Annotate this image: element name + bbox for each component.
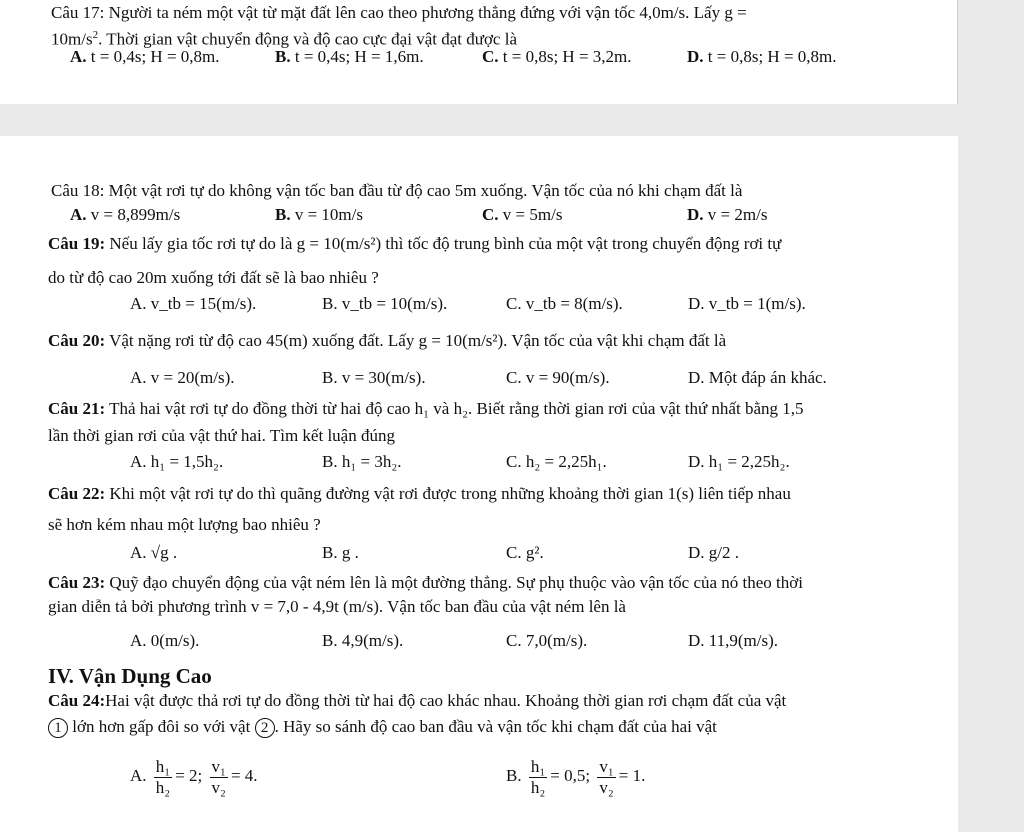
q22-option-d: D. g/2 . (688, 543, 740, 562)
q17-line2: $10m/s^2$. Thời gian vật chuyển động và độ cao cực đại vật đạt được là (51, 29, 517, 49)
q21-option-a: A. h₁ = 1,5h₂. (130, 452, 224, 471)
q19-line2: do từ độ cao 20m xuống tới đất sẽ là bao nhiêu ? (48, 268, 379, 287)
q20-option-d: D. Một đáp án khác. (688, 368, 827, 387)
q20-option-c: C. v = 90(m/s). (506, 368, 610, 387)
section-title: IV. Vận Dụng Cao (48, 664, 212, 688)
fraction-h: $\frac{\text{h₁}}{\text{h₂}}$ (155, 756, 171, 797)
q18-option-c: C. v = 5m/s (482, 205, 563, 224)
fraction-v: $\frac{\text{v₁}}{\text{v₂}}$ (599, 756, 614, 797)
q18-option-b: B. v = 10m/s (275, 205, 363, 224)
q18-option-d: D. v = 2m/s (687, 205, 768, 224)
q19-line1: Câu 19: Nếu lấy gia tốc rơi tự do là g = 10(m/s²) thì tốc độ trung bình của một vật trong chuyển động rơi tự (48, 234, 782, 253)
q20-line1: Câu 20: Vật nặng rơi từ độ cao 45(m) xuống đất. Lấy g = 10(m/s²). Vận tốc của vật khi chạm đất là (48, 331, 727, 350)
q23-option-b: B. 4,9(m/s). (322, 631, 404, 650)
q19-option-a: A. v_tb = 15(m/s). (130, 294, 257, 313)
q21-option-d: D. h₁ = 2,25h₂. (688, 452, 790, 471)
fraction-v: $\frac{\text{v₁}}{\text{v₂}}$ (211, 756, 226, 797)
circle-label-1: 1 (48, 718, 68, 738)
q20-option-b: B. v = 30(m/s). (322, 368, 426, 387)
q23-option-a: A. 0(m/s). (130, 631, 200, 650)
q17-option-a: A. t = 0,4s; H = 0,8m. (70, 47, 220, 66)
q22-option-c: C. g². (506, 543, 544, 562)
fraction-h: $\frac{\text{h₁}}{\text{h₂}}$ (530, 756, 546, 797)
q22-line2: sẽ hơn kém nhau một lượng bao nhiêu ? (48, 515, 321, 534)
q24-line2: 1 lớn hơn gấp đôi so với vật 2 . Hãy so sánh độ cao ban đầu và vận tốc khi chạm đất của hai vật (48, 716, 717, 738)
q21-option-b: B. h₁ = 3h₂. (322, 452, 402, 471)
q18-option-a: A. v = 8,899m/s (70, 205, 181, 224)
q21-option-c: C. h₂ = 2,25h₁. (506, 452, 607, 471)
q23-option-d: D. 11,9(m/s). (688, 631, 779, 650)
q22-option-a: A. √g . (130, 543, 178, 562)
q17-option-b: B. t = 0,4s; H = 1,6m. (275, 47, 424, 66)
q21-line1: Câu 21: Thả hai vật rơi tự do đồng thời từ hai độ cao h₁ và h₂. Biết rằng thời gian rơi của vật thứ nhất bằng 1,5 (48, 399, 804, 418)
q23-option-c: C. 7,0(m/s). (506, 631, 588, 650)
q19-option-b: B. v_tb = 10(m/s). (322, 294, 448, 313)
q22-option-b: B. g . (322, 543, 359, 562)
page-top (0, 0, 958, 104)
q21-line2: lần thời gian rơi của vật thứ hai. Tìm kết luận đúng (48, 426, 395, 445)
q23-line1: Câu 23: Quỹ đạo chuyển động của vật ném lên là một đường thẳng. Sự phụ thuộc vào vận tốc của nó theo thời (48, 573, 803, 592)
q22-line1: Câu 22: Khi một vật rơi tự do thì quãng đường vật rơi được trong những khoảng thời gian 1(s) liên tiếp nhau (48, 484, 791, 503)
q18-question: Câu 18: Một vật rơi tự do không vận tốc ban đầu từ độ cao 5m xuống. Vận tốc của nó khi chạm đất là (51, 181, 743, 200)
q17-line1: Câu 17: Người ta ném một vật từ mặt đất lên cao theo phương thẳng đứng với vận tốc 4,0m/s. Lấy g = (51, 3, 747, 22)
circle-label-2: 2 (255, 718, 275, 738)
q19-option-d: D. v_tb = 1(m/s). (688, 294, 806, 313)
q17-option-c: C. t = 0,8s; H = 3,2m. (482, 47, 632, 66)
q20-option-a: A. v = 20(m/s). (130, 368, 235, 387)
q23-line2: gian diễn tả bởi phương trình v = 7,0 - 4,9t (m/s). Vận tốc ban đầu của vật ném lên là (48, 597, 626, 616)
q24-option-a: A. $\frac{\text{h₁}}{\text{h₂}}$ = 2; $\frac{\text{v₁}}{\text{v₂}}$ = 4. (130, 756, 258, 797)
page-edge (957, 0, 958, 104)
q24-option-b: B. $\frac{\text{h₁}}{\text{h₂}}$ = 0,5; $\frac{\text{v₁}}{\text{v₂}}$ = 1. (506, 756, 646, 797)
q24-line1: Câu 24:Hai vật được thả rơi tự do đồng thời từ hai độ cao khác nhau. Khoảng thời gian rơi chạm đất của vật (48, 691, 787, 710)
q19-option-c: C. v_tb = 8(m/s). (506, 294, 623, 313)
q17-option-d: D. t = 0,8s; H = 0,8m. (687, 47, 837, 66)
